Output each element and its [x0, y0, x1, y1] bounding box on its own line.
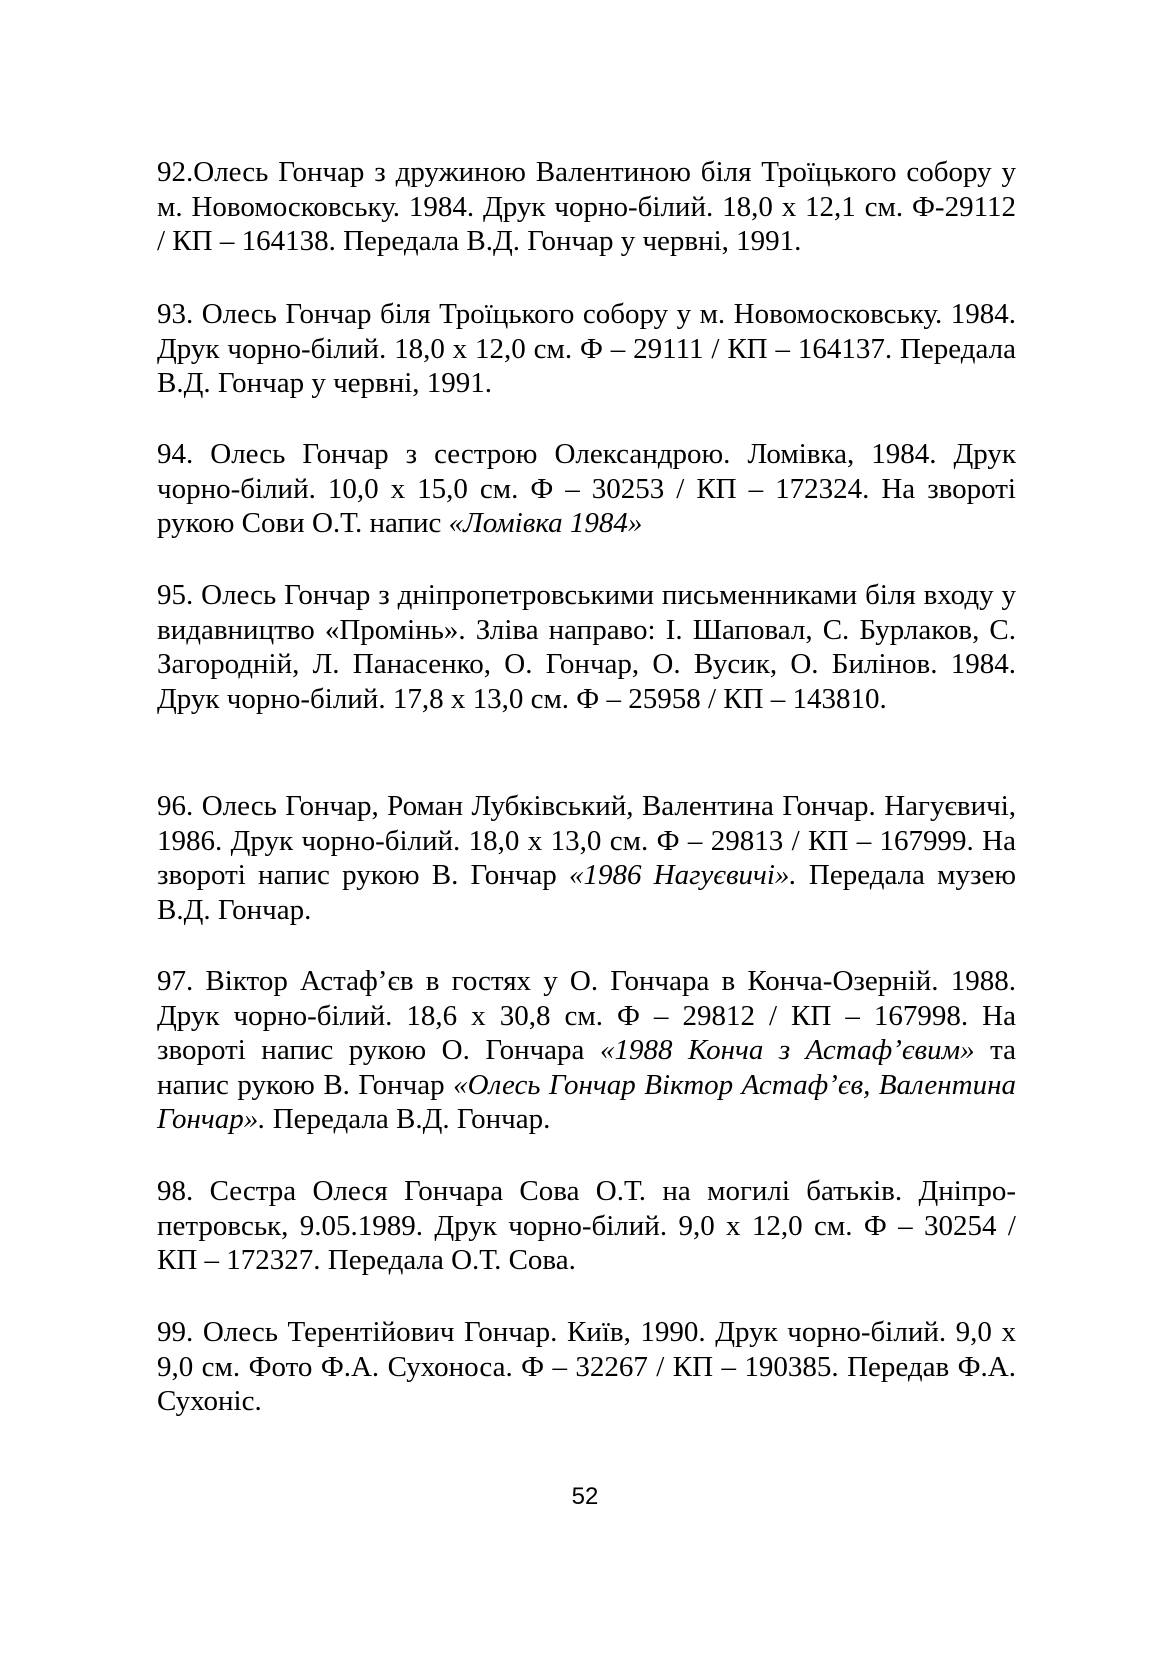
catalog-entry-94: [157, 437, 1016, 541]
entry-99-text: 99. Олесь Терентійович Гончар. Київ, 1990. Друк чорно-білий. 9,0 х 9,0 см. Фото Ф.А. Сухоноса. Ф – 32267 / КП – 190385. Передав Ф.А. Сухоніс.: [157, 1316, 1016, 1418]
catalog-entry-93: [157, 297, 1016, 401]
catalog-entry-95: [157, 578, 1016, 716]
catalog-entry-98: [157, 1174, 1016, 1278]
entry-96-text-after: Передала музею В.Д. Гончар.: [157, 859, 1016, 926]
catalog-entry-99: [157, 1315, 1016, 1419]
entry-97-text-after: Передала В.Д. Гончар.: [265, 1103, 551, 1136]
catalog-entry-96: [157, 789, 1016, 927]
catalog-entry-92: [157, 155, 1016, 259]
entry-97-text-middle: та напис рукою В. Гончар: [157, 1034, 1017, 1101]
entry-95-text: 95. Олесь Гончар з дніпропетровськими письменниками біля входу у видавництво «Промінь». Зліва направо: І. Шаповал, С. Бурлаков, С. Загородній, Л. Панасенко, О. Гончар, О. Вусик, О. Билінов. 1984. Друк чорно-білий. 17,8 х 13,0 см. Ф – 25958 / КП – 143810.: [157, 579, 1016, 715]
entry-93-text: 93. Олесь Гончар біля Троїцького собору у м. Новомосковську. 1984. Друк чорно-білий. 18,0 х 12,0 см. Ф – 29111 / КП – 164137. Передала В.Д. Гончар у червні, 1991.: [157, 298, 1016, 400]
entry-92-text: 92.Олесь Гончар з дружиною Валентиною біля Троїцького собору у м. Новомосковську. 1984. Друк чорно-білий. 18,0 х 12,1 см. Ф-29112 / КП – 164138. Передала В.Д. Гончар у червні, 1991.: [157, 156, 1016, 258]
entry-98-text: 98. Сестра Олеся Гончара Сова О.Т. на могилі батьків. Дніпропетровськ, 9.05.1989. Друк чорно-білий. 9,0 х 12,0 см. Ф – 30254 / КП – 172327. Передала О.Т. Сова.: [157, 1175, 1016, 1277]
entry-94-inscription: «Ломівка 1984»: [448, 507, 643, 540]
entry-94-text: 94. Олесь Гончар з сестрою Олександрою. Ломівка, 1984. Друк чорно-білий. 10,0 х 15,0 см. Ф – 30253 / КП – 172324. На звороті рукою Сови О.Т. напис: [157, 438, 1016, 540]
page-number: 52: [571, 1483, 599, 1510]
entry-97-text-before: 97. Віктор Астаф’єв в гостях у О. Гончара в Конча-Озерній. 1988. Друк чорно-білий. 18,6 х 30,8 см. Ф – 29812 / КП – 167998. На звороті напис рукою О. Гончара: [157, 965, 1016, 1067]
entry-97-inscription-2: «Олесь Гончар Віктор Астаф’єв, Валентина Гончар».: [157, 1068, 1016, 1136]
entry-96-inscription: «1986 Нагуєвичі».: [568, 859, 797, 892]
catalog-entry-97: [157, 964, 1016, 1137]
entry-97-inscription-1: «1988 Конча з Астаф’євим»: [599, 1034, 975, 1067]
entry-96-text-before: 96. Олесь Гончар, Роман Лубківський, Валентина Гончар. Нагуєвичі, 1986. Друк чорно-білий. 18,0 х 13,0 см. Ф – 29813 / КП – 167999. На звороті напис рукою В. Гончар: [157, 790, 1016, 892]
